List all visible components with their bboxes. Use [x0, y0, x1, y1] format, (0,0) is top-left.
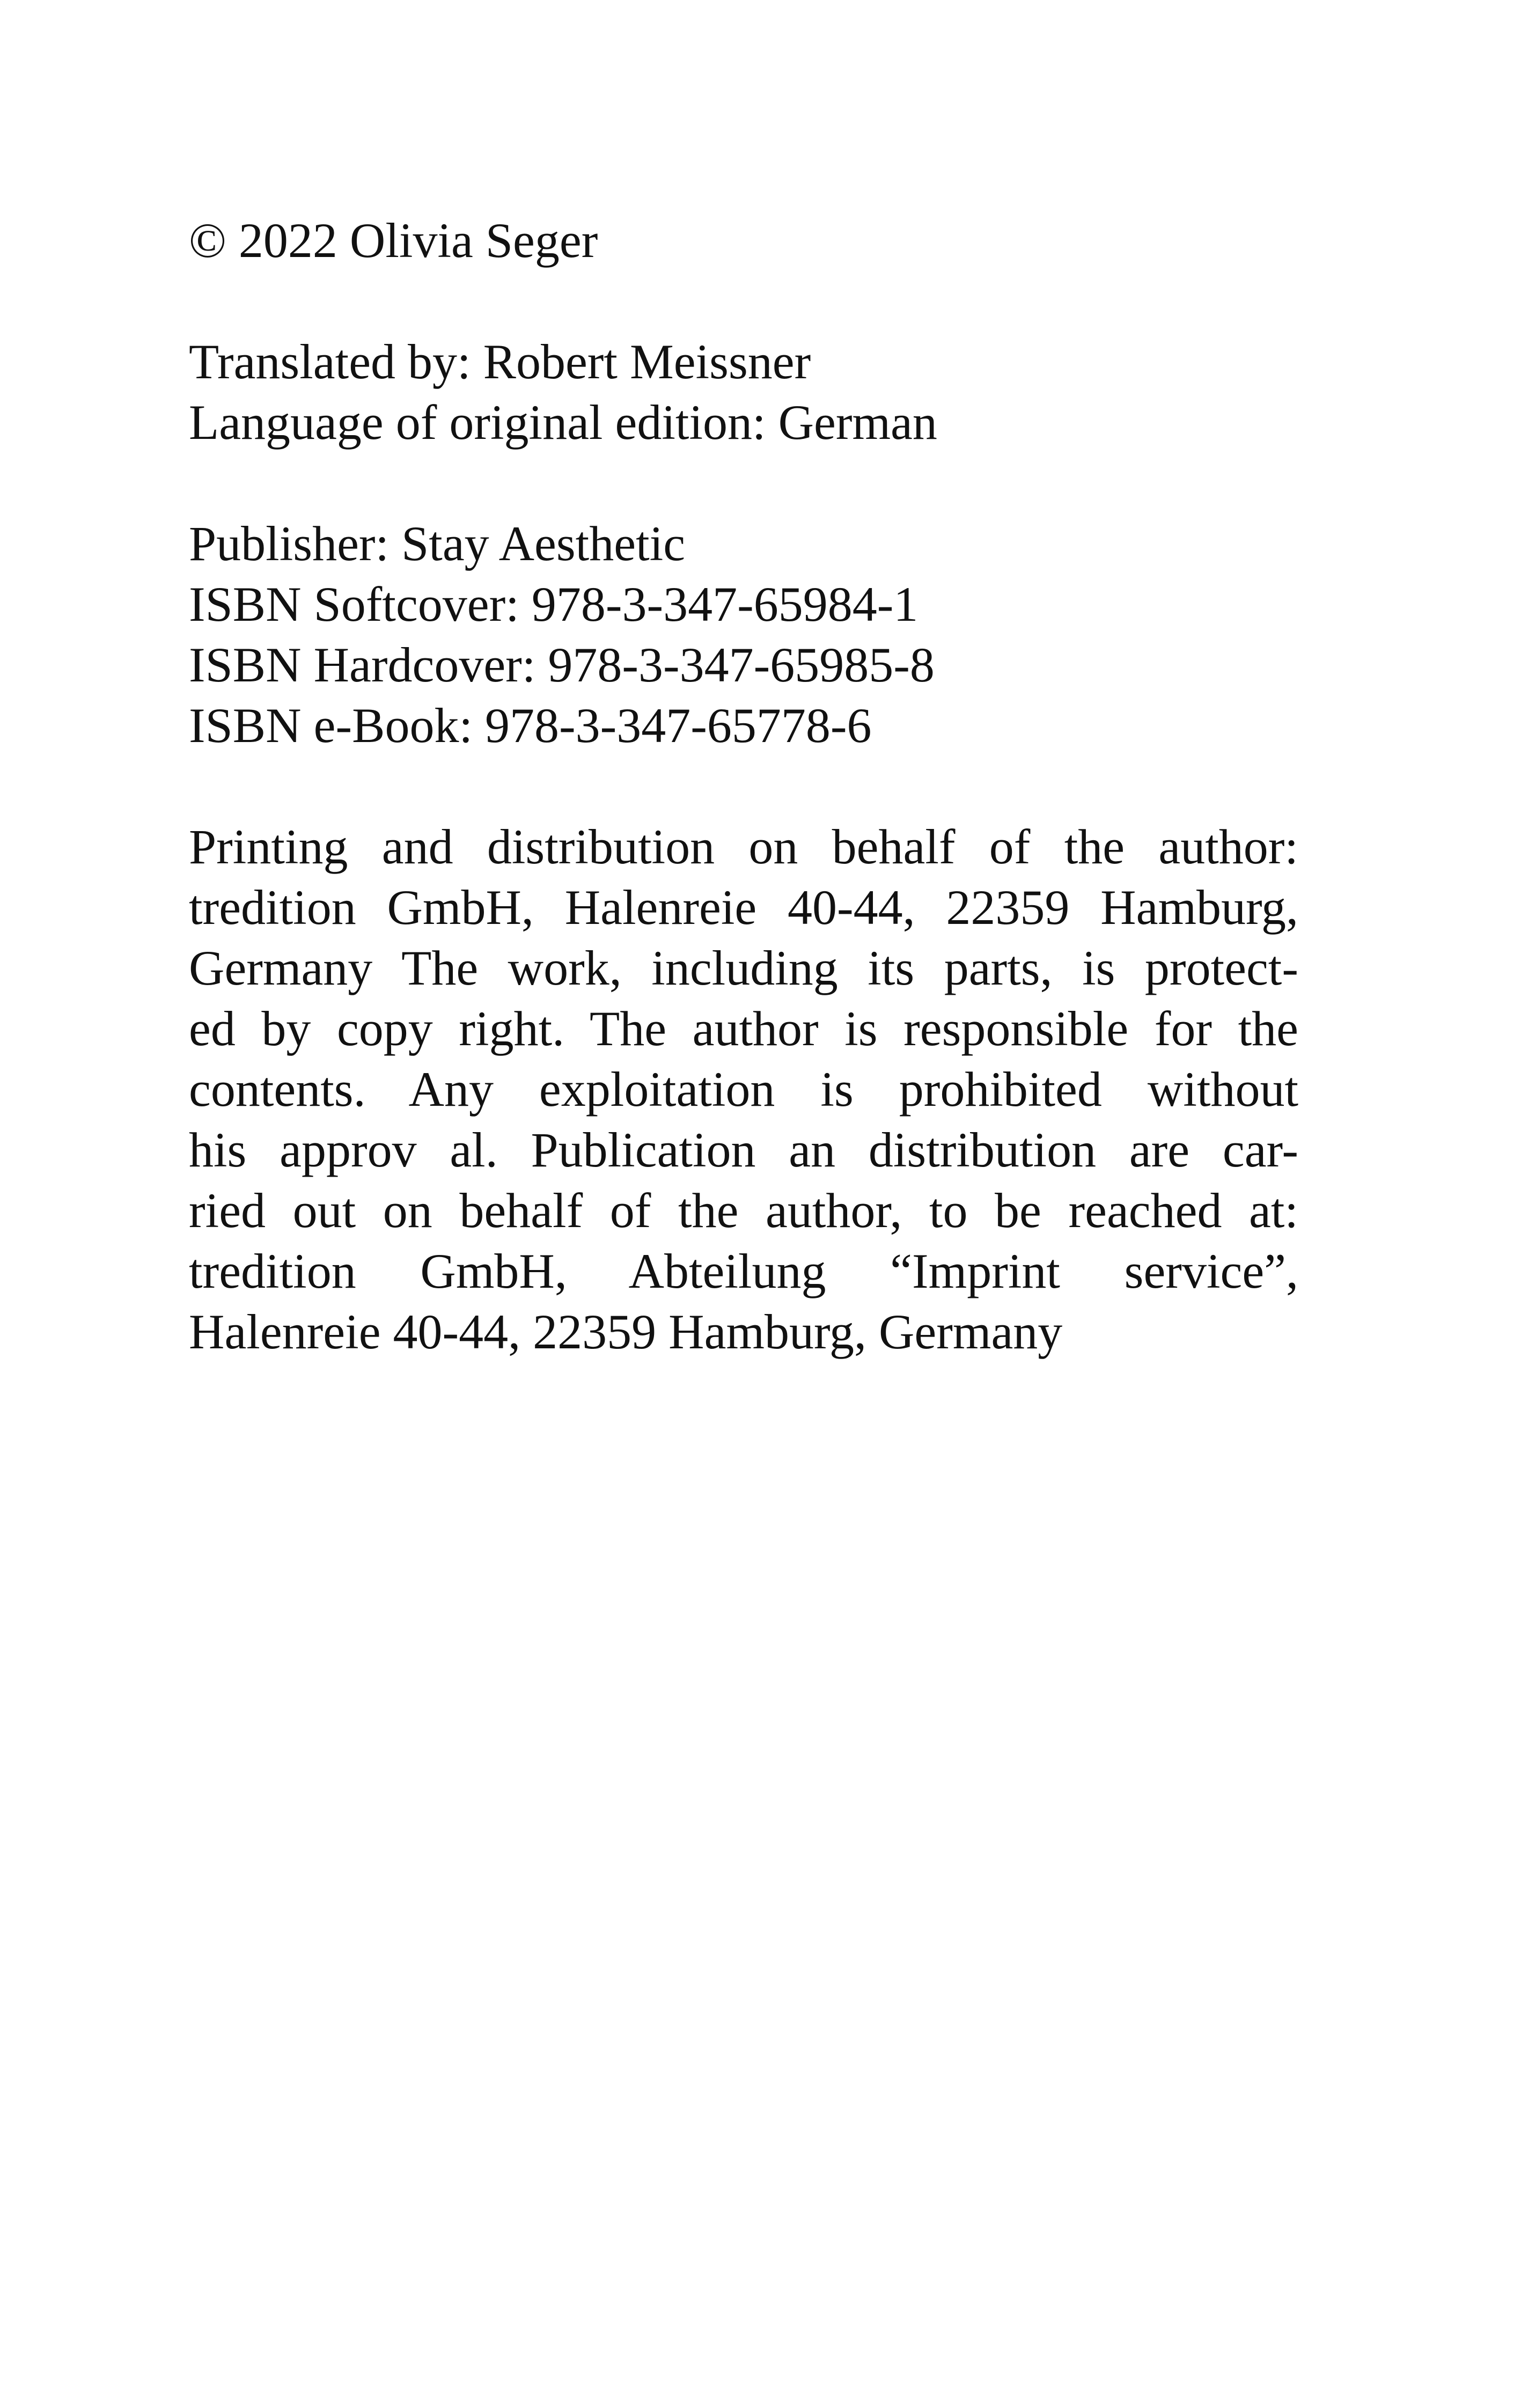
legal-notice-line: tredition GmbH, Halenreie 40-44, 22359 Hamburg,	[189, 880, 1298, 935]
isbn-hardcover-line: ISBN Hardcover: 978-3-347-65985-8	[189, 637, 935, 692]
imprint-page	[189, 210, 1298, 1423]
copyright-block	[189, 210, 1298, 271]
legal-notice-line: Germany The work, including its parts, is protect-	[189, 941, 1298, 995]
copyright-line: © 2022 Olivia Seger	[189, 213, 598, 268]
translator-line: Translated by: Robert Meissner	[189, 334, 811, 389]
legal-notice-line: ried out on behalf of the author, to be reached at:	[189, 1183, 1298, 1238]
legal-notice-line: Printing and distribution on behalf of the author:	[189, 819, 1298, 874]
legal-notice-line: Halenreie 40-44, 22359 Hamburg, Germany	[189, 1304, 1063, 1359]
legal-notice-block	[189, 817, 1298, 1362]
legal-notice-line: contents. Any exploitation is prohibited without	[189, 1062, 1298, 1117]
translation-block	[189, 332, 1298, 453]
publication-block	[189, 513, 1298, 756]
isbn-softcover-line: ISBN Softcover: 978-3-347-65984-1	[189, 577, 919, 632]
original-language-line: Language of original edition: German	[189, 395, 937, 450]
legal-notice-line: ed by copy right. The author is responsible for the	[189, 1001, 1298, 1056]
publisher-line: Publisher: Stay Aesthetic	[189, 516, 686, 571]
legal-notice-line: tredition GmbH, Abteilung “Imprint service”,	[189, 1244, 1298, 1298]
legal-notice-line: his approv al. Publication an distribution are car-	[189, 1122, 1298, 1177]
isbn-ebook-line: ISBN e-Book: 978-3-347-65778-6	[189, 698, 872, 753]
